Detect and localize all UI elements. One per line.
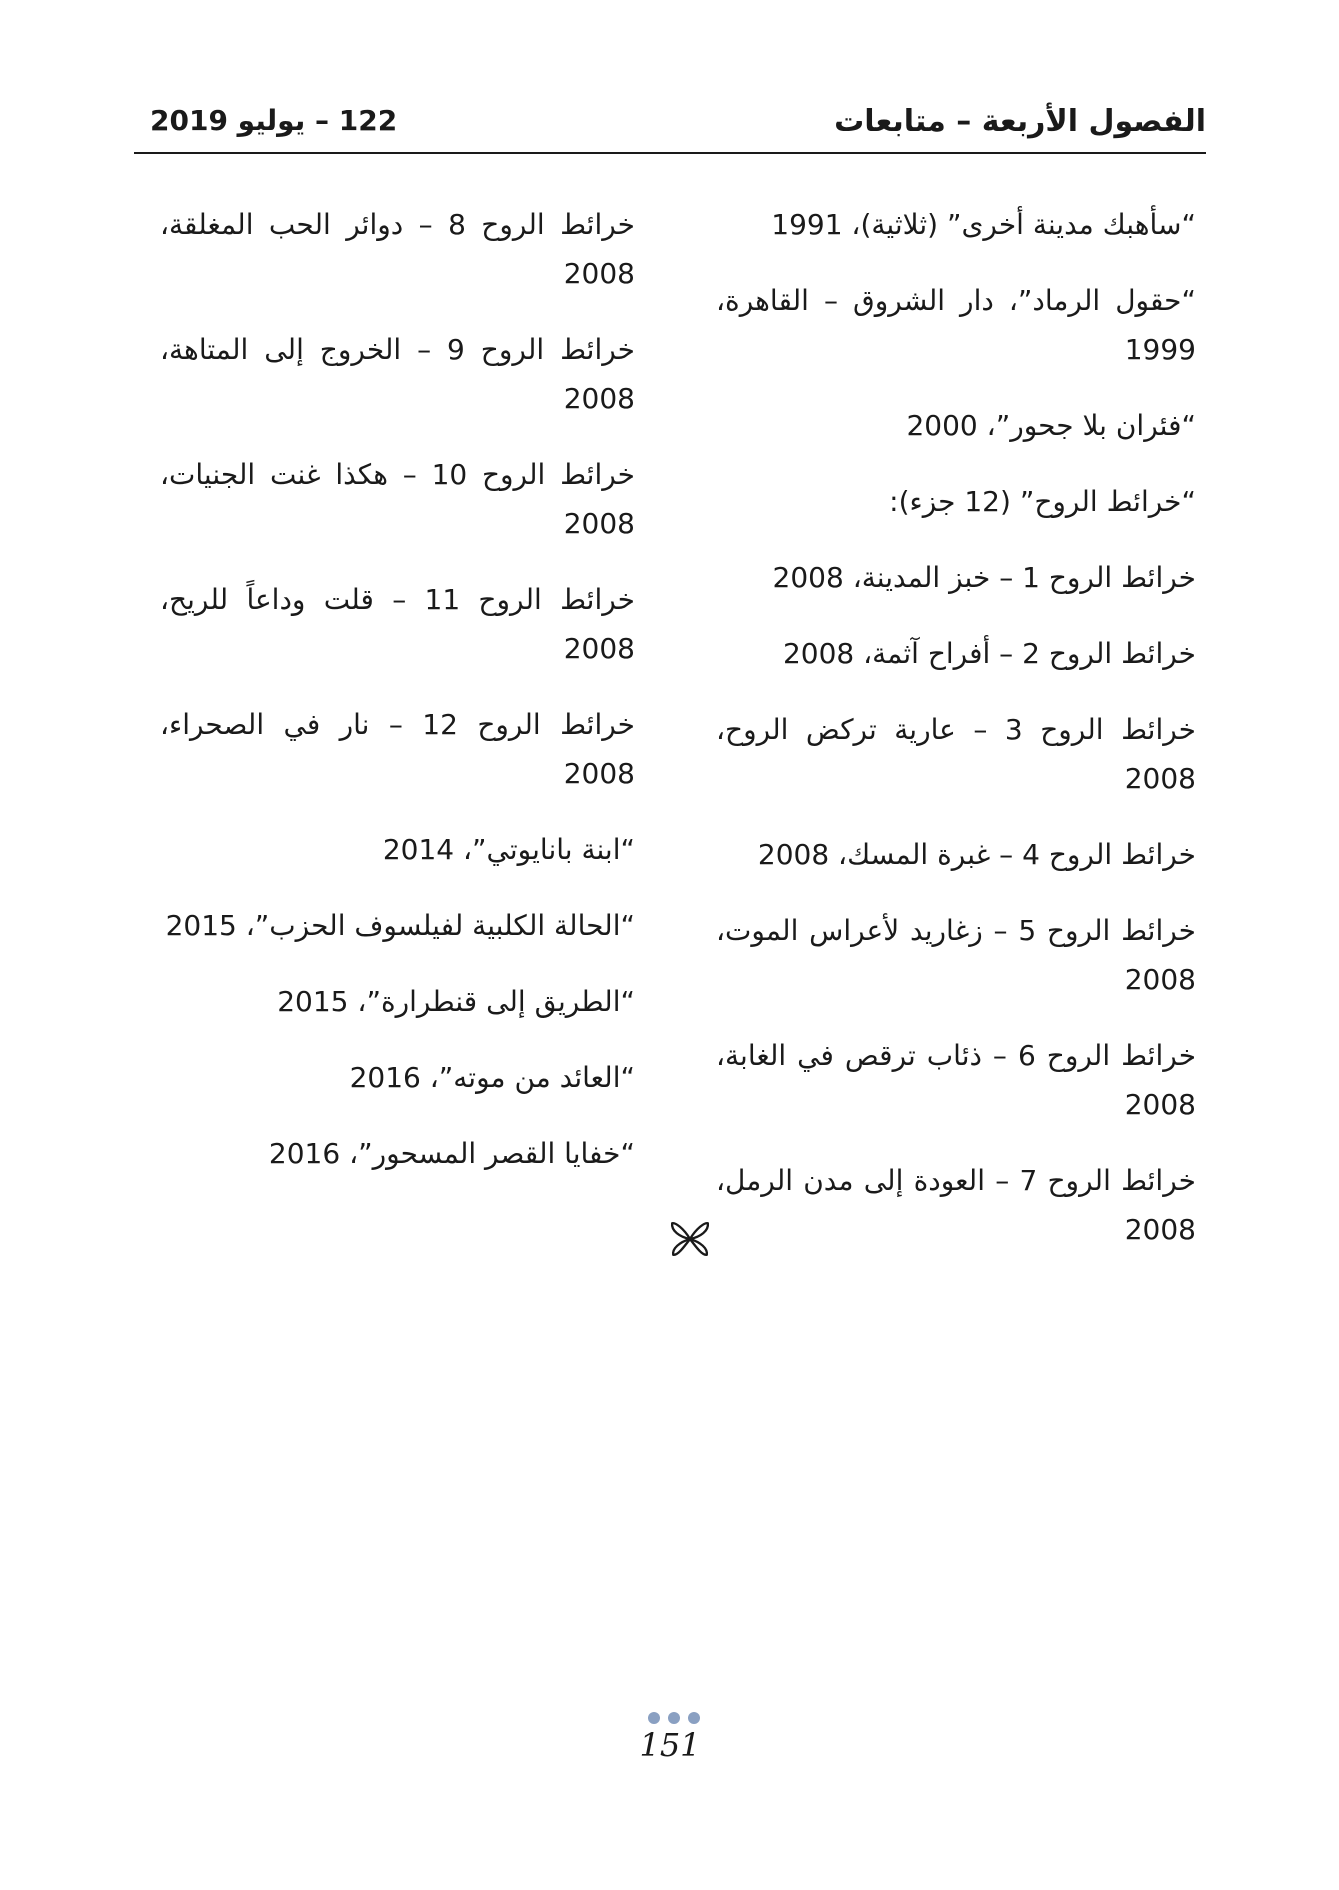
- bibliography-entry: “العائد من موته”، 2016: [349, 1061, 635, 1094]
- bibliography-entry: “حقول الرماد”، دار الشروق – القاهرة، 1999: [716, 284, 1196, 366]
- bibliography-entry: خرائط الروح 10 – هكذا غنت الجنيات، 2008: [160, 458, 635, 540]
- decorative-dot: [668, 1712, 680, 1724]
- issue-info: 122 – يوليو 2019: [150, 104, 398, 137]
- decorative-dot: [648, 1712, 660, 1724]
- decorative-dot: [688, 1712, 700, 1724]
- bibliography-entry: “ابنة بانايوتي”، 2014: [382, 833, 635, 866]
- bibliography-entry: خرائط الروح 8 – دوائر الحب المغلقة، 2008: [160, 208, 635, 290]
- bibliography-entry: “سأهبك مدينة أخرى” (ثلاثية)، 1991: [771, 208, 1196, 241]
- bibliography-entry: خرائط الروح 3 – عارية تركض الروح، 2008: [716, 713, 1196, 795]
- bibliography-entry: خرائط الروح 1 – خبز المدينة، 2008: [772, 561, 1196, 594]
- bibliography-entry: “الطريق إلى قنطرارة”، 2015: [277, 985, 635, 1018]
- page-header: [134, 100, 1206, 154]
- bibliography-entry: خرائط الروح 9 – الخروج إلى المتاهة، 2008: [160, 333, 635, 415]
- bibliography-entry: “خفايا القصر المسحور”، 2016: [268, 1137, 635, 1170]
- left-column: [160, 200, 635, 1205]
- right-column: [716, 200, 1196, 1281]
- bibliography-entry: خرائط الروح 2 – أفراح آثمة، 2008: [782, 637, 1196, 670]
- bibliography-entry: خرائط الروح 7 – العودة إلى مدن الرمل، 2008: [716, 1164, 1196, 1246]
- bibliography-entry: خرائط الروح 5 – زغاريد لأعراس الموت، 2008: [716, 914, 1196, 996]
- page-number-dots: [648, 1712, 700, 1724]
- bibliography-entry: خرائط الروح 11 – قلت وداعاً للريح، 2008: [160, 583, 635, 665]
- bibliography-entry: خرائط الروح 4 – غبرة المسك، 2008: [757, 838, 1196, 871]
- bibliography-entry: “الحالة الكلبية لفيلسوف الحزب”، 2015: [165, 909, 635, 942]
- bibliography-entry: خرائط الروح 12 – نار في الصحراء، 2008: [160, 708, 635, 790]
- bibliography-entry: “خرائط الروح” (12 جزء):: [889, 485, 1196, 518]
- section-title: الفصول الأربعة – متابعات: [834, 104, 1206, 139]
- bibliography-entry: “فئران بلا جحور”، 2000: [906, 409, 1196, 442]
- bibliography-entry: خرائط الروح 6 – ذئاب ترقص في الغابة، 2008: [716, 1039, 1196, 1121]
- butterfly-ornament-icon: [669, 1218, 711, 1260]
- page-number: 151: [639, 1726, 701, 1764]
